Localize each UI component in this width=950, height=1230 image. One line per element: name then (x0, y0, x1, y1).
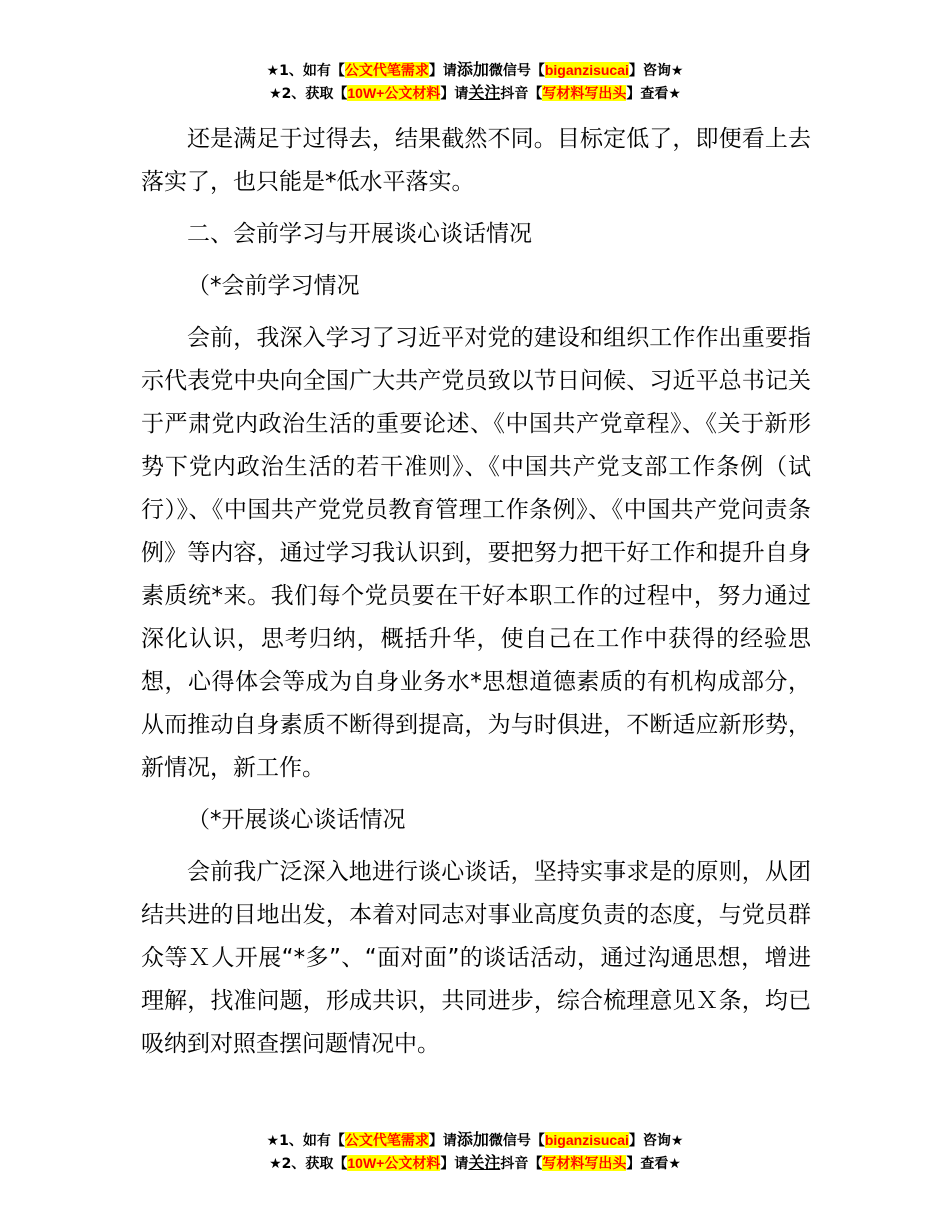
banner-text: ★2、获取【 (269, 86, 348, 102)
banner-text: 抖音【 (500, 1156, 543, 1172)
banner-highlight: 10W+公文材料 (347, 85, 441, 101)
banner-highlight: biganzisucai (544, 1132, 629, 1148)
banner-line-2 (0, 1152, 950, 1175)
banner-highlight: 写材料写出头 (542, 85, 627, 101)
header-banner (0, 59, 950, 105)
document-body (141, 118, 811, 1066)
banner-highlight: 公文代笔需求 (344, 62, 429, 78)
banner-text: 】查看★ (626, 86, 681, 102)
banner-text: 】请 (440, 1156, 469, 1172)
banner-text: 】查看★ (626, 1156, 681, 1172)
banner-emphasis: 添加 (456, 1130, 489, 1149)
banner-line-2 (0, 82, 950, 105)
banner-emphasis: 关注 (468, 1153, 501, 1172)
subsection-heading: （*会前学习情况 (187, 273, 360, 299)
banner-line-1 (0, 1129, 950, 1152)
banner-highlight: 公文代笔需求 (344, 1132, 429, 1148)
banner-text: 微信号【 (488, 63, 545, 79)
banner-text: 抖音【 (500, 86, 543, 102)
banner-text: 】咨询★ (628, 63, 684, 79)
paragraph: 会前，我深入学习了习近平对党的建设和组织工作作出重要指示代表党中央向全国广大共产党员致以节日问候、习近平总书记关于严肃党内政治生活的重要论述、《中国共产党章程》、《关于新形势下党内政治生活的若干准则》、《中国共产党支部工作条例（试行）》、《中国共产党党员教育管理工作条例》、《中国共产党问责条例》等内容，通过学习我认识到，要把努力把干好工作和提升自身素质统*来。我们每个党员要在干好本职工作的过程中，努力通过深化认识，思考归纳，概括升华，使自己在工作中获得的经验思想，心得体会等成为自身业务水*思想道德素质的有机构成部分，从而推动自身素质不断得到提高，为与时俱进，不断适应新形势，新情况，新工作。 (141, 325, 811, 781)
banner-text: 】请 (428, 1133, 457, 1149)
banner-text: 微信号【 (488, 1133, 545, 1149)
banner-highlight: 10W+公文材料 (347, 1155, 441, 1171)
banner-text: 】请 (428, 63, 457, 79)
banner-text: 】咨询★ (628, 1133, 684, 1149)
footer-banner (0, 1129, 950, 1175)
paragraph: 会前我广泛深入地进行谈心谈话，坚持实事求是的原则，从团结共进的目地出发，本着对同志对事业高度负责的态度，与党员群众等Ｘ人开展“*多”、“面对面”的谈话活动，通过沟通思想，增进理解，找准问题，形成共识，共同进步，综合梳理意见Ｘ条，均已吸纳到对照查摆问题情况中。 (141, 859, 811, 1057)
banner-text: 】请 (440, 86, 469, 102)
banner-text: ★1、如有【 (266, 63, 345, 79)
banner-highlight: biganzisucai (544, 62, 629, 78)
banner-line-1 (0, 59, 950, 82)
banner-emphasis: 关注 (468, 83, 501, 102)
paragraph: 还是满足于过得去，结果截然不同。目标定低了，即便看上去落实了，也只能是*低水平落实。 (141, 126, 811, 195)
section-heading: 二、会前学习与开展谈心谈话情况 (187, 221, 532, 247)
banner-emphasis: 添加 (456, 60, 489, 79)
banner-text: ★1、如有【 (266, 1133, 345, 1149)
banner-text: ★2、获取【 (269, 1156, 348, 1172)
banner-highlight: 写材料写出头 (542, 1155, 627, 1171)
subsection-heading: （*开展谈心谈话情况 (187, 807, 406, 833)
